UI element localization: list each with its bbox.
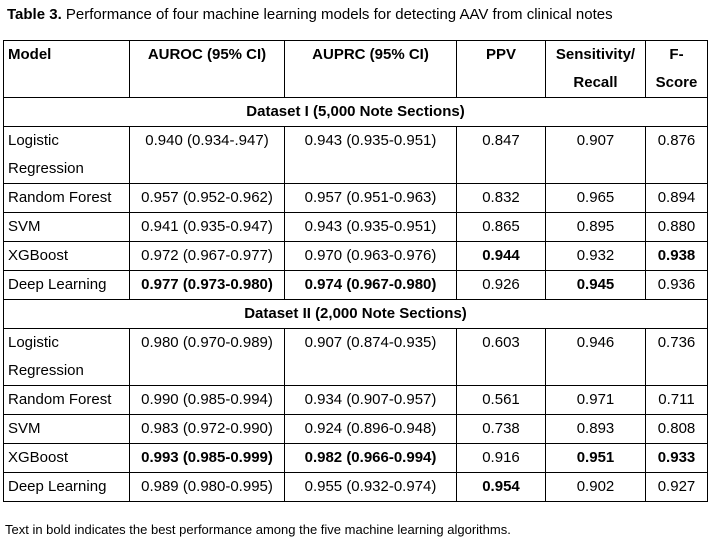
- header-auprc: AUPRC (95% CI): [285, 41, 457, 98]
- header-ppv: PPV: [457, 41, 546, 98]
- auprc-cell: 0.982 (0.966-0.994): [285, 444, 457, 473]
- sens-cell: 0.902: [546, 473, 646, 502]
- model-name-cell: [4, 127, 130, 184]
- auroc-cell: 0.990 (0.985-0.994): [130, 386, 285, 415]
- model-name: XGBoost: [8, 449, 69, 466]
- auprc-cell: 0.974 (0.967-0.980): [285, 271, 457, 300]
- table-row: [4, 127, 708, 184]
- model-name-cell: [4, 473, 130, 502]
- sens-cell: 0.965: [546, 184, 646, 213]
- f-cell: 0.936: [646, 271, 708, 300]
- f-cell: 0.927: [646, 473, 708, 502]
- sens-cell: 0.893: [546, 415, 646, 444]
- sens-cell: 0.895: [546, 213, 646, 242]
- dataset-title: Dataset I (5,000 Note Sections): [4, 98, 708, 127]
- header-fscore-line2: Score: [655, 74, 698, 91]
- table-row: [4, 213, 708, 242]
- table-row: [4, 184, 708, 213]
- table-row: [4, 271, 708, 300]
- f-cell: 0.736: [646, 329, 708, 386]
- ppv-cell: 0.561: [457, 386, 546, 415]
- caption-text: Performance of four machine learning models for detecting AAV from clinical notes: [65, 6, 613, 23]
- auroc-cell: 0.941 (0.935-0.947): [130, 213, 285, 242]
- ppv-cell: 0.847: [457, 127, 546, 184]
- f-cell: 0.876: [646, 127, 708, 184]
- model-name-cell: [4, 184, 130, 213]
- model-name-cell: [4, 213, 130, 242]
- sens-cell: 0.932: [546, 242, 646, 271]
- model-name: Random Forest: [8, 391, 112, 408]
- sens-cell: 0.971: [546, 386, 646, 415]
- header-auroc: AUROC (95% CI): [130, 41, 285, 98]
- f-cell: 0.938: [646, 242, 708, 271]
- model-name-cell: [4, 271, 130, 300]
- model-name: Logistic: [8, 334, 59, 351]
- table-row: [4, 386, 708, 415]
- dataset-title: Dataset II (2,000 Note Sections): [4, 300, 708, 329]
- auroc-cell: 0.983 (0.972-0.990): [130, 415, 285, 444]
- auprc-cell: 0.924 (0.896-0.948): [285, 415, 457, 444]
- header-sensitivity: [546, 41, 646, 98]
- ppv-cell: 0.944: [457, 242, 546, 271]
- ppv-cell: 0.865: [457, 213, 546, 242]
- results-table: [3, 40, 708, 502]
- auprc-cell: 0.907 (0.874-0.935): [285, 329, 457, 386]
- sens-cell: 0.946: [546, 329, 646, 386]
- ppv-cell: 0.916: [457, 444, 546, 473]
- header-sensitivity-line1: Sensitivity/: [555, 46, 636, 63]
- sens-cell: 0.907: [546, 127, 646, 184]
- auroc-cell: 0.989 (0.980-0.995): [130, 473, 285, 502]
- sens-cell: 0.945: [546, 271, 646, 300]
- auprc-cell: 0.957 (0.951-0.963): [285, 184, 457, 213]
- table-row: [4, 415, 708, 444]
- table-row: [4, 473, 708, 502]
- model-name: SVM: [8, 420, 41, 437]
- auprc-cell: 0.970 (0.963-0.976): [285, 242, 457, 271]
- ppv-cell: 0.738: [457, 415, 546, 444]
- table-footnote: Text in bold indicates the best performance among the five machine learning algorithms.: [5, 522, 511, 537]
- ppv-cell: 0.603: [457, 329, 546, 386]
- ppv-cell: 0.832: [457, 184, 546, 213]
- f-cell: 0.933: [646, 444, 708, 473]
- model-name-line2: Regression: [8, 160, 84, 177]
- auroc-cell: 0.957 (0.952-0.962): [130, 184, 285, 213]
- ppv-cell: 0.926: [457, 271, 546, 300]
- table-row: [4, 444, 708, 473]
- model-name: Deep Learning: [8, 276, 107, 293]
- header-model: Model: [4, 41, 130, 98]
- auprc-cell: 0.943 (0.935-0.951): [285, 127, 457, 184]
- f-cell: 0.880: [646, 213, 708, 242]
- model-name-cell: [4, 329, 130, 386]
- auprc-cell: 0.934 (0.907-0.957): [285, 386, 457, 415]
- auroc-cell: 0.940 (0.934-.947): [130, 127, 285, 184]
- model-name: Deep Learning: [8, 478, 107, 495]
- auroc-cell: 0.993 (0.985-0.999): [130, 444, 285, 473]
- model-name-cell: [4, 444, 130, 473]
- auroc-cell: 0.977 (0.973-0.980): [130, 271, 285, 300]
- f-cell: 0.711: [646, 386, 708, 415]
- auprc-cell: 0.943 (0.935-0.951): [285, 213, 457, 242]
- ppv-cell: 0.954: [457, 473, 546, 502]
- f-cell: 0.808: [646, 415, 708, 444]
- model-name: Logistic: [8, 132, 59, 149]
- model-name-line2: Regression: [8, 362, 84, 379]
- table-row: [4, 242, 708, 271]
- header-row: [4, 41, 708, 98]
- table-caption: [7, 5, 613, 25]
- auprc-cell: 0.955 (0.932-0.974): [285, 473, 457, 502]
- model-name-cell: [4, 242, 130, 271]
- header-fscore-line1: F-: [669, 46, 684, 63]
- dataset-section-row: [4, 300, 708, 329]
- model-name-cell: [4, 386, 130, 415]
- header-sensitivity-line2: Recall: [573, 74, 618, 91]
- auroc-cell: 0.980 (0.970-0.989): [130, 329, 285, 386]
- header-fscore: [646, 41, 708, 98]
- auroc-cell: 0.972 (0.967-0.977): [130, 242, 285, 271]
- table-body: [4, 98, 708, 502]
- table-row: [4, 329, 708, 386]
- caption-label: Table 3.: [7, 6, 62, 23]
- dataset-section-row: [4, 98, 708, 127]
- f-cell: 0.894: [646, 184, 708, 213]
- model-name: Random Forest: [8, 189, 112, 206]
- model-name: SVM: [8, 218, 41, 235]
- model-name: XGBoost: [8, 247, 69, 264]
- model-name-cell: [4, 415, 130, 444]
- sens-cell: 0.951: [546, 444, 646, 473]
